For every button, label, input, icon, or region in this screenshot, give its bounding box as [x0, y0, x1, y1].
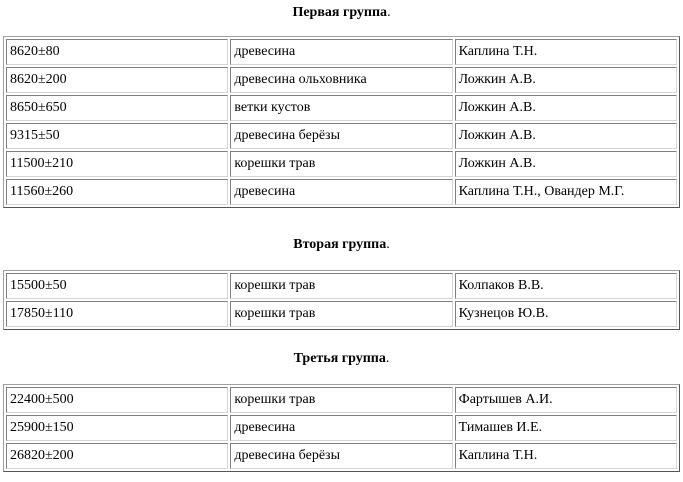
material-cell: ветки кустов — [230, 95, 452, 121]
date-cell: 8620±200 — [6, 67, 228, 93]
group-heading: Первая группа. — [292, 5, 391, 20]
date-cell: 17850±110 — [6, 301, 228, 327]
material-cell: древесина — [230, 179, 452, 205]
material-cell: корешки трав — [230, 273, 452, 299]
table-row — [6, 415, 677, 441]
group-table — [3, 384, 680, 472]
table-row — [6, 273, 677, 299]
date-cell: 9315±50 — [6, 123, 228, 149]
date-cell: 11500±210 — [6, 151, 228, 177]
author-cell: Каплина Т.Н. — [455, 443, 677, 469]
material-cell: корешки трав — [230, 151, 452, 177]
date-cell: 26820±200 — [6, 443, 228, 469]
group-heading: Третья группа. — [293, 351, 390, 366]
table-row — [6, 95, 677, 121]
group-heading: Вторая группа. — [293, 237, 390, 252]
group-table — [3, 36, 680, 208]
date-cell: 8650±650 — [6, 95, 228, 121]
author-cell: Каплина Т.Н. — [455, 39, 677, 65]
table-row — [6, 443, 677, 469]
material-cell: корешки трав — [230, 387, 452, 413]
date-cell: 11560±260 — [6, 179, 228, 205]
table-row — [6, 151, 677, 177]
table-row — [6, 67, 677, 93]
table-row — [6, 123, 677, 149]
date-cell: 22400±500 — [6, 387, 228, 413]
author-cell: Каплина Т.Н., Овандер М.Г. — [455, 179, 677, 205]
author-cell: Кузнецов Ю.В. — [455, 301, 677, 327]
date-cell: 25900±150 — [6, 415, 228, 441]
material-cell: древесина берёзы — [230, 123, 452, 149]
author-cell: Колпаков В.В. — [455, 273, 677, 299]
date-cell: 15500±50 — [6, 273, 228, 299]
author-cell: Ложкин А.В. — [455, 123, 677, 149]
material-cell: древесина — [230, 39, 452, 65]
author-cell: Ложкин А.В. — [455, 95, 677, 121]
table-row — [6, 301, 677, 327]
author-cell: Фартышев А.И. — [455, 387, 677, 413]
author-cell: Ложкин А.В. — [455, 151, 677, 177]
material-cell: древесина — [230, 415, 452, 441]
material-cell: древесина берёзы — [230, 443, 452, 469]
material-cell: корешки трав — [230, 301, 452, 327]
author-cell: Тимашев И.Е. — [455, 415, 677, 441]
author-cell: Ложкин А.В. — [455, 67, 677, 93]
material-cell: древесина ольховника — [230, 67, 452, 93]
group-table — [3, 270, 680, 330]
table-row — [6, 387, 677, 413]
date-cell: 8620±80 — [6, 39, 228, 65]
table-row — [6, 39, 677, 65]
table-row — [6, 179, 677, 205]
